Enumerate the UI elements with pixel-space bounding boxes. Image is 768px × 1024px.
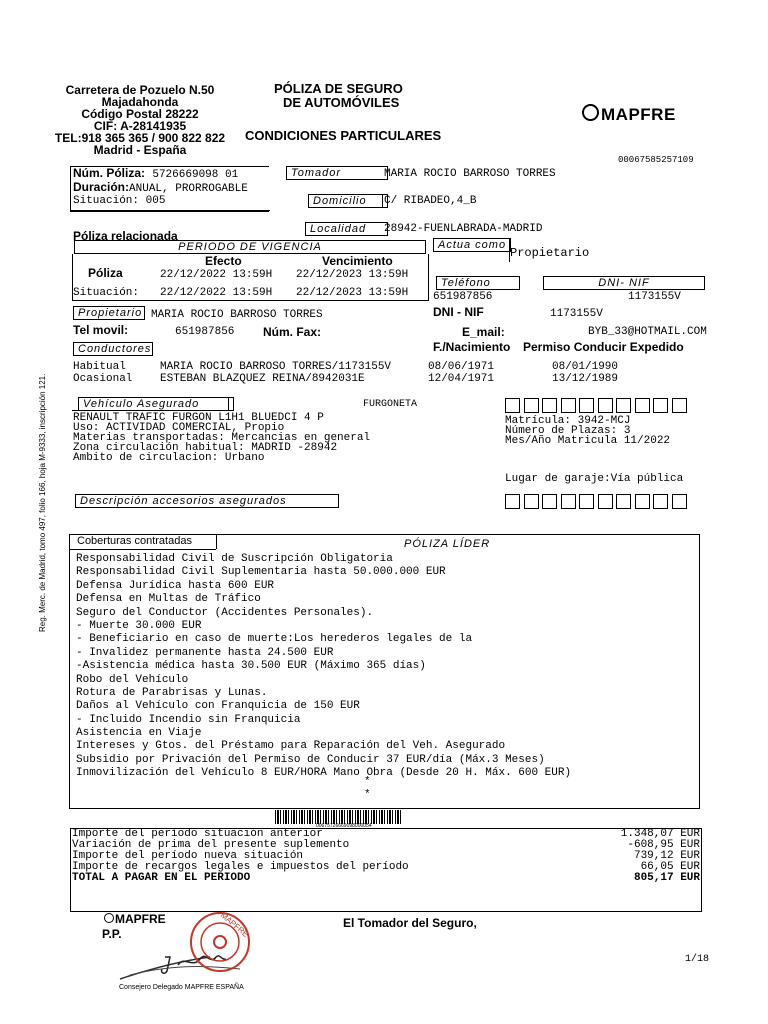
dni-label-2: DNI - NIF bbox=[433, 305, 484, 319]
coverage-star: * bbox=[364, 776, 371, 788]
total-label: Variación de prima del presente suplemento bbox=[72, 839, 350, 851]
coverage-line: Rotura de Parabrisas y Lunas. bbox=[76, 686, 268, 699]
signature-brand: MAPFRE bbox=[115, 912, 166, 926]
duration-value: ANUAL, PRORROGABLE bbox=[129, 183, 248, 195]
dni-value: 1173155V bbox=[628, 291, 681, 303]
title-line2: DE AUTOMÓVILES bbox=[283, 95, 400, 110]
tel-movil-label: Tel movil: bbox=[73, 323, 129, 337]
total-value: 1.348,07 EUR bbox=[620, 828, 700, 840]
coverage-line: Responsabilidad Civil Suplementaria hasta 50.000.000 EUR bbox=[76, 566, 446, 579]
poliza-vencimiento: 22/12/2023 13:59H bbox=[296, 269, 409, 281]
total-value: 805,17 EUR bbox=[633, 872, 700, 884]
coverage-header: PÓLIZA LÍDER bbox=[404, 538, 491, 550]
telefono-value: 651987856 bbox=[433, 291, 493, 303]
vehiculo-label: Vehículo Asegurado bbox=[78, 397, 234, 411]
situation-value: 005 bbox=[145, 195, 166, 207]
policy-num-value: 5726669098 01 bbox=[152, 169, 239, 181]
tomador-signature-label: El Tomador del Seguro, bbox=[343, 916, 477, 930]
driver-permit: 13/12/1989 bbox=[552, 373, 619, 385]
coverage-line: Asistencia en Viaje bbox=[76, 727, 202, 740]
driver-type: Ocasional bbox=[73, 373, 133, 385]
propietario-value: MARIA ROCIO BARROSO TORRES bbox=[151, 309, 323, 321]
tel-movil-value: 651987856 bbox=[175, 326, 235, 338]
vehicle-right-line: Número de Plazas: 3 bbox=[505, 425, 631, 437]
vehicle-line: Ambito de circulacion: Urbano bbox=[73, 452, 265, 464]
telefono-label: Teléfono bbox=[436, 276, 520, 290]
permiso-header: Permiso Conducir Expedido bbox=[523, 340, 684, 354]
total-value: -608,95 EUR bbox=[627, 839, 700, 851]
vehicle-line: Materias transportadas: Mercancias en general bbox=[73, 432, 371, 444]
domicilio-value: C/ RIBADEO,4_B bbox=[384, 195, 477, 207]
coverage-line: - Muerte 30.000 EUR bbox=[76, 619, 202, 632]
driver-birth: 08/06/1971 bbox=[428, 361, 495, 373]
driver-name: ESTEBAN BLAZQUEZ REINA/8942031E bbox=[160, 373, 365, 385]
duration-label: Duración: bbox=[73, 180, 130, 194]
situacion-label: Situación: bbox=[73, 287, 140, 299]
driver-type: Habitual bbox=[73, 361, 126, 373]
address-line: Carretera de Pozuelo N.50 bbox=[65, 83, 215, 97]
address-line: Madrid - España bbox=[93, 143, 187, 157]
document-number: 00067585257109 bbox=[618, 155, 694, 165]
efecto-label: Efecto bbox=[205, 254, 242, 268]
pp-label: P.P. bbox=[102, 927, 122, 941]
coverage-label: Coberturas contratadas bbox=[77, 535, 192, 547]
dni-header: DNI- NIF bbox=[543, 276, 705, 290]
company-address bbox=[52, 84, 228, 156]
total-label: Importe del período nueva situación bbox=[72, 850, 304, 862]
vehicle-right-line: Mes/Año Matricula 11/2022 bbox=[505, 435, 671, 447]
coverage-line: Defensa en Multas de Tráfico bbox=[76, 593, 261, 606]
coverage-line: Defensa Jurídica hasta 600 EUR bbox=[76, 579, 275, 592]
coverage-line: Seguro del Conductor (Accidentes Personales). bbox=[76, 606, 374, 619]
fax-label: Núm. Fax: bbox=[263, 325, 322, 339]
address-line: CIF: A-28141935 bbox=[93, 119, 187, 133]
coverage-line: Inmovilización del Vehículo 8 EUR/HORA Mano Obra (Desde 20 H. Máx. 600 EUR) bbox=[76, 767, 572, 780]
email-value: BYB_33@HOTMAIL.COM bbox=[588, 326, 707, 338]
driver-birth: 12/04/1971 bbox=[428, 373, 495, 385]
tomador-value: MARIA ROCIO BARROSO TORRES bbox=[384, 168, 556, 180]
localidad-value: 28942-FUENLABRADA-MADRID bbox=[384, 223, 543, 235]
coverage-line: Daños al Vehículo con Franquicia de 150 EUR bbox=[76, 700, 360, 713]
address-line: Código Postal 28222 bbox=[81, 107, 199, 121]
vehicle-right-line: Matrícula: 3942-MCJ bbox=[505, 415, 631, 427]
total-label: Importe del período situación anterior bbox=[72, 828, 323, 840]
address-line: TEL:918 365 365 / 900 822 822 bbox=[54, 131, 226, 145]
driver-name: MARIA ROCIO BARROSO TORRES/1173155V bbox=[160, 361, 392, 373]
actua-como-label: Actua como bbox=[433, 238, 511, 252]
coverage-line: -Asistencia médica hasta 30.500 EUR (Máximo 365 días) bbox=[76, 660, 426, 673]
email-label: E_mail: bbox=[462, 325, 505, 339]
garage-location: Lugar de garaje:Vía pública bbox=[505, 473, 684, 485]
situacion-efecto: 22/12/2022 13:59H bbox=[160, 287, 273, 299]
title-line1: PÓLIZA DE SEGURO bbox=[274, 81, 403, 96]
registry-text: Reg. Merc. de Madrid, tomo 497, folio 166, hoja M-9333, inscripción 121. bbox=[38, 373, 47, 632]
conductores-label: Conductores bbox=[73, 342, 153, 356]
accesorios-label: Descripción accesorios asegurados bbox=[75, 494, 339, 508]
poliza-label: Póliza bbox=[88, 266, 123, 280]
situacion-vencimiento: 22/12/2023 13:59H bbox=[296, 287, 409, 299]
poliza-efecto: 22/12/2022 13:59H bbox=[160, 269, 273, 281]
total-label: TOTAL A PAGAR EN EL PERIODO bbox=[72, 872, 251, 884]
coverage-line: - Invalidez permanente hasta 24.500 EUR bbox=[76, 646, 334, 659]
total-value: 66,05 EUR bbox=[640, 861, 700, 873]
domicilio-label: Domicilio bbox=[308, 194, 388, 208]
vehicle-line: Uso: ACTIVIDAD COMERCIAL, Propio bbox=[73, 422, 285, 434]
vehicle-line: RENAULT TRAFIC FURGON L1H1 BLUEDCI 4 P bbox=[73, 412, 324, 424]
vigencia-header: PERIODO DE VIGENCIA bbox=[74, 240, 426, 254]
total-row-grand bbox=[72, 873, 700, 884]
signature-logo bbox=[104, 912, 166, 926]
dni-value-2: 1173155V bbox=[550, 308, 603, 320]
driver-permit: 08/01/1990 bbox=[552, 361, 619, 373]
situation-label: Situación: bbox=[73, 195, 140, 207]
brand-text: MAPFRE bbox=[601, 105, 676, 124]
actua-como-value: Propietario bbox=[510, 246, 590, 260]
totals-table bbox=[72, 829, 700, 884]
title-line3: CONDICIONES PARTICULARES bbox=[245, 128, 442, 143]
coverage-line: Intereses y Gtos. del Préstamo para Reparación del Veh. Asegurado bbox=[76, 740, 506, 753]
coverage-star: * bbox=[364, 789, 371, 801]
mapfre-logo-icon bbox=[582, 104, 599, 121]
coverage-line: Robo del Vehículo bbox=[76, 673, 189, 686]
mapfre-small-icon bbox=[104, 913, 114, 923]
propietario-label: Propietario bbox=[73, 306, 145, 320]
coverage-list bbox=[76, 553, 571, 781]
vehicle-right-details bbox=[505, 416, 670, 446]
accessory-squares bbox=[505, 494, 690, 514]
coverage-line: - Beneficiario en caso de muerte:Los herederos legales de la bbox=[76, 633, 473, 646]
company-stamp bbox=[188, 910, 252, 974]
mapfre-logo bbox=[582, 104, 676, 125]
total-value: 739,12 EUR bbox=[633, 850, 700, 862]
address-line: Majadahonda bbox=[101, 95, 179, 109]
related-policy-label: Póliza relacionada bbox=[73, 229, 178, 243]
policy-num-label: Núm. Póliza: bbox=[73, 166, 146, 180]
vehicle-category: FURGONETA bbox=[363, 399, 418, 410]
coverage-line: Responsabilidad Civil de Suscripción Obligatoria bbox=[76, 553, 393, 565]
total-label: Importe de recargos legales e impuestos del período bbox=[72, 861, 409, 873]
situation-row bbox=[73, 195, 165, 207]
vehicle-details bbox=[73, 413, 370, 463]
vencimiento-label: Vencimiento bbox=[322, 254, 393, 268]
barcode bbox=[275, 810, 403, 824]
page-number: 1/18 bbox=[685, 954, 710, 965]
barcode-text: 00675726669098000054 bbox=[316, 823, 372, 829]
coverage-line: Subsidio por Privación del Permiso de Conducir 37 EUR/día (Máx.3 Meses) bbox=[76, 753, 545, 766]
tomador-label: Tomador bbox=[286, 166, 388, 180]
stamp-text: MAPFRE bbox=[218, 910, 251, 939]
coverage-line: - Incluido Incendio sin Franquicia bbox=[76, 713, 301, 726]
nacimiento-header: F./Nacimiento bbox=[433, 340, 511, 354]
vehicle-line: Zona circulación habitual: MADRID -28942 bbox=[73, 442, 338, 454]
localidad-label: Localidad bbox=[305, 222, 388, 236]
signer-title: Consejero Delegado MAPFRE ESPAÑA bbox=[119, 984, 244, 991]
